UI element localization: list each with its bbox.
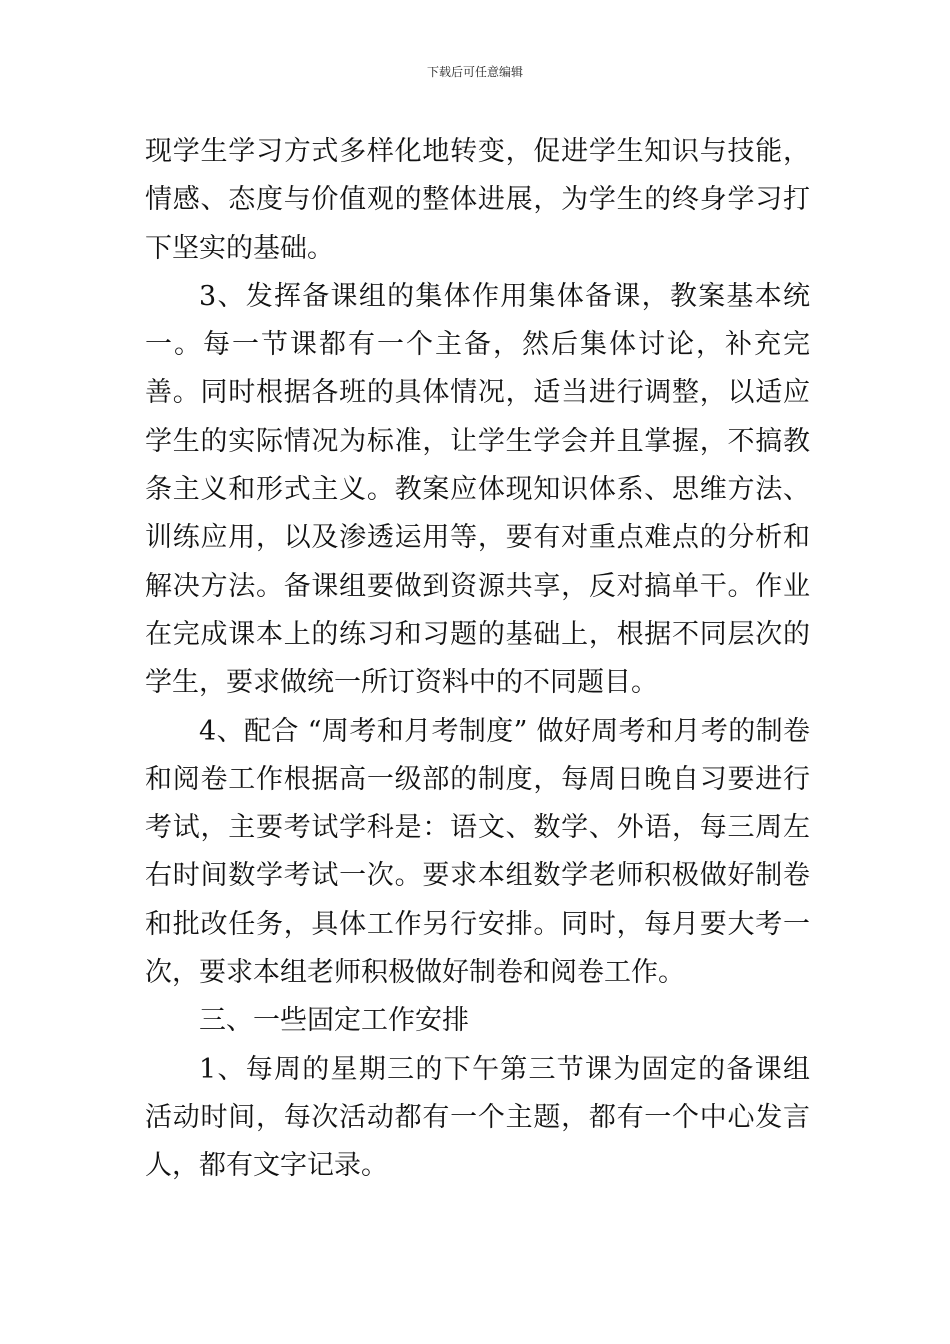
paragraph-item-1: 1、每周的星期三的下午第三节课为固定的备课组活动时间，每次活动都有一个主题，都有一个中心发言人，都有文字记录。 [145,1053,810,1182]
document-body [145,128,810,1191]
section-heading: 三、一些固定工作安排 [199,1005,469,1037]
paragraph-item-4: 4、配合 “周考和月考制度” 做好周考和月考的制卷和阅卷工作根据高一级部的制度，每周日晚自习要进行考试，主要考试学科是：语文、数学、外语，每三周左右时间数学考试一次。要求本组数学老师积极做好制卷和批改任务，具体工作另行安排。同时，每月要大考一次，要求本组老师积极做好制卷和阅卷工作。 [145,715,810,989]
paragraph-item-3: 3、发挥备课组的集体作用集体备课，教案基本统一。每一节课都有一个主备，然后集体讨论，补充完善。同时根据各班的具体情况，适当进行调整，以适应学生的实际情况为标准，让学生学会并且掌握，不搞教条主义和形式主义。教案应体现知识体系、思维方法、训练应用，以及渗透运用等，要有对重点难点的分析和解决方法。备课组要做到资源共享，反对搞单干。作业在完成课本上的练习和习题的基础上，根据不同层次的学生，要求做统一所订资料中的不同题目。 [145,280,810,699]
paragraph-continuation: 现学生学习方式多样化地转变，促进学生知识与技能，情感、态度与价值观的整体进展，为学生的终身学习打下坚实的基础。 [145,136,810,264]
page-header: 下载后可任意编辑 [426,65,523,79]
